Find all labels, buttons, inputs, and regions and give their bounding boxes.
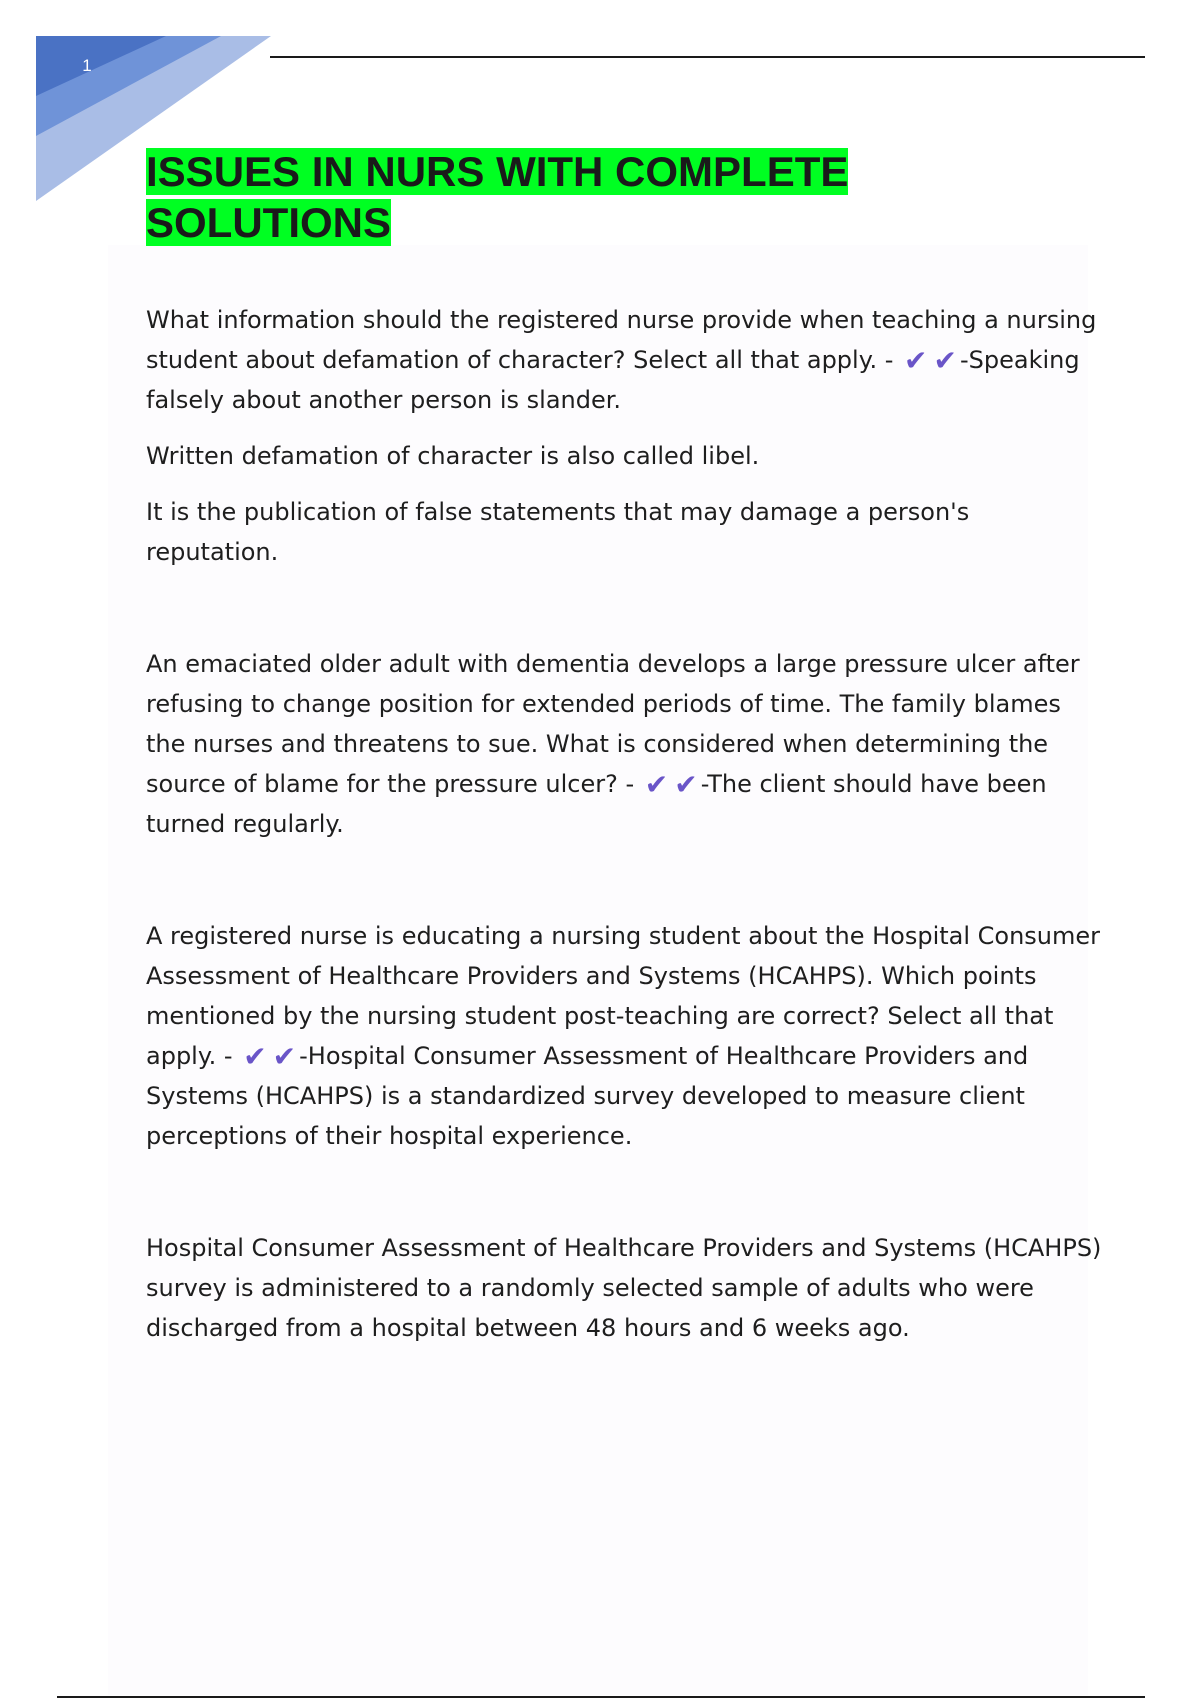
check-icon: ✔	[674, 768, 698, 801]
check-icon: ✔	[933, 344, 957, 377]
qa-item	[146, 300, 1106, 420]
document-title	[146, 146, 848, 248]
answer-paragraph: Hospital Consumer Assessment of Healthcare Providers and Systems (HCAHPS) survey is administered to a randomly selected sample of adults who were discharged from a hospital between 48 hours and 6 weeks ago.	[146, 1234, 1102, 1342]
check-icon: ✔	[904, 344, 928, 377]
question-text: An emaciated older adult with dementia develops a large pressure ulcer after refusing to change position for extended periods of time. The family blames the nurses and threatens to sue. What is considered when determining the source of blame for the pressure ulcer? -	[146, 650, 1080, 798]
answer-text: -Hospital Consumer Assessment of Healthcare Providers and Systems (HCAHPS) is a standardized survey developed to measure client perceptions of their hospital experience.	[146, 1042, 1029, 1150]
header-rule	[270, 56, 1145, 58]
qa-item	[146, 916, 1106, 1156]
footer-rule	[57, 1696, 1145, 1698]
check-icon: ✔	[644, 768, 669, 801]
answer-paragraph: It is the publication of false statements that may damage a person's reputation.	[146, 498, 970, 566]
question-text: What information should the registered nurse provide when teaching a nursing student about defamation of character? Select all that apply. -	[146, 306, 1097, 374]
title-line-1: ISSUES IN NURS WITH COMPLETE	[146, 148, 849, 195]
check-icon: ✔	[272, 1040, 297, 1073]
answer-paragraph: Written defamation of character is also called libel.	[146, 442, 760, 470]
question-text: A registered nurse is educating a nursing student about the Hospital Consumer Assessment of Healthcare Providers and Systems (HCAHPS). Which points mentioned by the nursing student post-teaching are correct? Select all that apply. -	[146, 922, 1101, 1070]
answer-text: -The client should have been turned regularly.	[146, 770, 1047, 838]
check-icon: ✔	[243, 1040, 267, 1073]
page-number: 1	[82, 56, 92, 75]
title-line-2: SOLUTIONS	[146, 199, 392, 246]
document-body	[146, 300, 1106, 1348]
qa-item	[146, 644, 1106, 844]
answer-text: -Speaking falsely about another person is slander.	[146, 346, 1080, 414]
